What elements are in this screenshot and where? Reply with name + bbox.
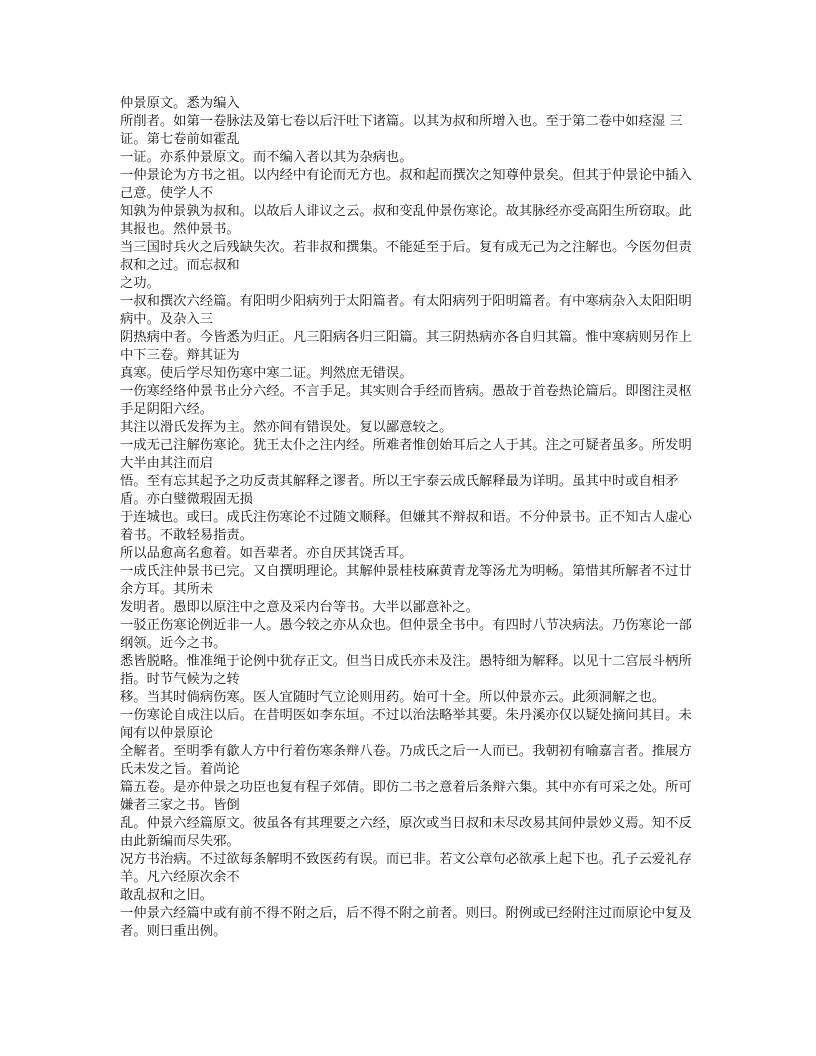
text-line: 一伤寒论自成注以后。在昔明医如李东垣。不过以治法略举其要。朱丹溪亦仅以疑处摘问其目。未闻有以仲景原论 bbox=[120, 708, 692, 741]
text-line: 一成无己注解伤寒论。犹王太仆之注内经。所难者惟创始耳后之人于其。注之可疑者虽多。所发明大半由其注而启 bbox=[120, 438, 692, 471]
text-line: 一证。亦系仲景原文。而不编入者以其为杂病也。 bbox=[120, 150, 413, 165]
text-line: 于连城也。或曰。成氏注伤寒论不过随文顺释。但嫌其不辩叔和语。不分仲景书。正不知古人虚心着书。不敢轻易指责。 bbox=[120, 510, 692, 543]
text-line: 一伤寒经络仲景书止分六经。不言手足。其实则合手经而皆病。愚故于首卷热论篇后。即图注灵枢手足阴阳六经。 bbox=[120, 384, 692, 417]
text-line: 真寒。使后学尽知伤寒中寒二证。判然庶无错误。 bbox=[120, 366, 413, 381]
text-line: 其注以滑氏发挥为主。然亦间有错误处。复以鄙意较之。 bbox=[120, 420, 453, 435]
text-line: 一叔和撰次六经篇。有阳明少阳病列于太阳篇者。有太阳病列于阳明篇者。有中寒病杂入太阳阳明病中。及杂入三 bbox=[120, 294, 692, 327]
text-line: 之功。 bbox=[120, 276, 160, 291]
text-line: 一仲景六经篇中或有前不得不附之后，后不得不附之前者。则曰。附例或已经附注过而原论中复及者。则曰重出例。 bbox=[120, 906, 692, 939]
text-line: 发明者。愚即以原注中之意及采内台等书。大半以鄙意补之。 bbox=[120, 600, 480, 615]
text-line: 移。当其时倘病伤寒。医人宜随时气立论则用药。始可十全。所以仲景亦云。此须洞解之也。 bbox=[120, 690, 666, 705]
text-line: 所以品愈高名愈着。如吾辈者。亦自厌其饶舌耳。 bbox=[120, 546, 413, 561]
text-line: 全解者。至明季有歙人方中行着伤寒条辩八卷。乃成氏之后一人而已。我朝初有喻嘉言者。推展方氏未发之旨。着尚论 bbox=[120, 744, 692, 777]
text-line: 仲景原文。悉为编入 bbox=[120, 96, 240, 111]
text-line: 当三国时兵火之后残缺失次。若非叔和撰集。不能延至于后。复有成无己为之注解也。今医勿但责叔和之过。而忘叔和 bbox=[120, 240, 692, 273]
text-line: 敢乱叔和之旧。 bbox=[120, 888, 214, 903]
text-line: 一仲景论为方书之祖。以内经中有论而无方也。叔和起而撰次之知尊仲景矣。但其于仲景论中插入己意。使学人不 bbox=[120, 168, 692, 201]
text-line: 一驳正伤寒论例近非一人。愚今较之亦从众也。但仲景全书中。有四时八节决病法。乃伤寒论一部纲领。近今之书。 bbox=[120, 618, 692, 651]
text-line: 乱。仲景六经篇原文。彼虽各有其理要之六经，原次或当日叔和未尽改易其间仲景妙义焉。知不反由此新编而尽失邪。 bbox=[120, 816, 692, 849]
text-line: 知孰为仲景孰为叔和。以故后人诽议之云。叔和变乱仲景伤寒论。故其脉经亦受高阳生所窃取。此其报也。然仲景书。 bbox=[120, 204, 692, 237]
text-line: 悉皆脱略。惟准绳于论例中犹存正文。但当日成氏亦未及注。愚特细为解释。以见十二宫辰斗柄所指。时节气候为之转 bbox=[120, 654, 692, 687]
text-line: 阴热病中者。今皆悉为归正。凡三阳病各归三阳篇。其三阴热病亦各自归其篇。惟中寒病则另作上中下三卷。辩其证为 bbox=[120, 330, 692, 363]
text-line: 篇五卷。是亦仲景之功臣也复有程子郊倩。即仿二书之意着后条辩六集。其中亦有可采之处。所可嫌者三家之书。皆倒 bbox=[120, 780, 692, 813]
document-page bbox=[120, 95, 700, 941]
text-line: 悟。至有忘其起予之功反责其解释之谬者。所以王宇泰云成氏解释最为详明。虽其中时或自相矛盾。亦白璧微瑕固无损 bbox=[120, 474, 679, 507]
text-line: 所削者。如第一卷脉法及第七卷以后汗吐下诸篇。以其为叔和所增入也。至于第二卷中如痉湿 三证。第七卷前如霍乱 bbox=[120, 114, 683, 147]
text-line: 况方书治病。不过欲每条解明不致医药有误。而已非。若文公章句必欲承上起下也。孔子云爱礼存羊。凡六经原次余不 bbox=[120, 852, 692, 885]
text-line: 一成氏注仲景书已完。又自撰明理论。其解仲景桂枝麻黄青龙等汤尤为明畅。第惜其所解者不过廿余方耳。其所未 bbox=[120, 564, 692, 597]
